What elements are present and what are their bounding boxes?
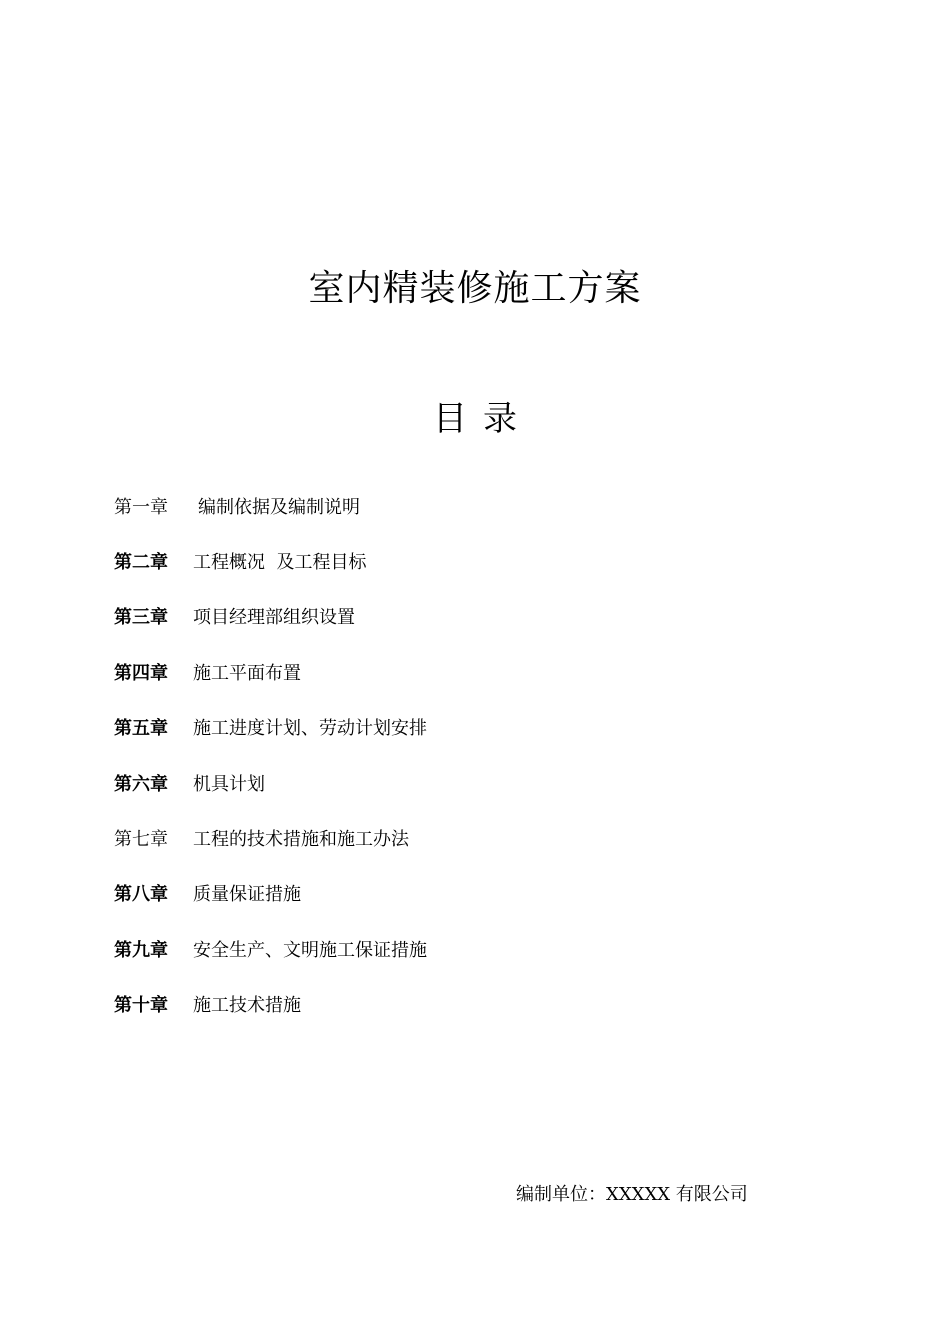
toc-item-5 (114, 700, 814, 755)
toc-item-10 (114, 977, 814, 1032)
table-of-contents (114, 478, 814, 1032)
toc-item-4 (114, 644, 814, 699)
toc-chapter-label: 第五章 (114, 718, 168, 740)
toc-chapter-title: 项目经理部组织设置 (193, 607, 355, 629)
toc-chapter-title: 施工技术措施 (193, 995, 301, 1017)
toc-chapter-label: 第八章 (114, 884, 168, 906)
toc-chapter-title: 编制依据及编制说明 (198, 496, 360, 518)
document-title: 室内精装修施工方案 (308, 268, 642, 309)
toc-chapter-label: 第九章 (114, 939, 168, 961)
toc-chapter-title: 施工进度计划、劳动计划安排 (193, 718, 427, 740)
toc-item-2 (114, 533, 814, 588)
toc-chapter-label: 第十章 (114, 995, 168, 1017)
toc-chapter-label: 第一章 (114, 496, 168, 518)
toc-chapter-title: 施工平面布置 (193, 662, 301, 684)
toc-chapter-label: 第七章 (114, 829, 168, 851)
toc-chapter-label: 第六章 (114, 773, 168, 795)
toc-item-7 (114, 810, 814, 865)
toc-chapter-title: 工程概况 及工程目标 (193, 552, 367, 574)
toc-item-8 (114, 866, 814, 921)
toc-chapter-title: 安全生产、文明施工保证措施 (193, 939, 427, 961)
toc-item-9 (114, 921, 814, 976)
toc-item-3 (114, 589, 814, 644)
toc-chapter-title: 质量保证措施 (193, 884, 301, 906)
toc-chapter-label: 第二章 (114, 552, 168, 574)
toc-chapter-label: 第四章 (114, 662, 168, 684)
compiler-unit: 编制单位：XXXXX 有限公司 (516, 1184, 748, 1205)
toc-item-6 (114, 755, 814, 810)
toc-heading: 目录 (433, 399, 533, 439)
toc-chapter-title: 工程的技术措施和施工办法 (193, 829, 409, 851)
toc-item-1 (114, 478, 814, 533)
toc-chapter-label: 第三章 (114, 607, 168, 629)
toc-chapter-title: 机具计划 (193, 773, 265, 795)
